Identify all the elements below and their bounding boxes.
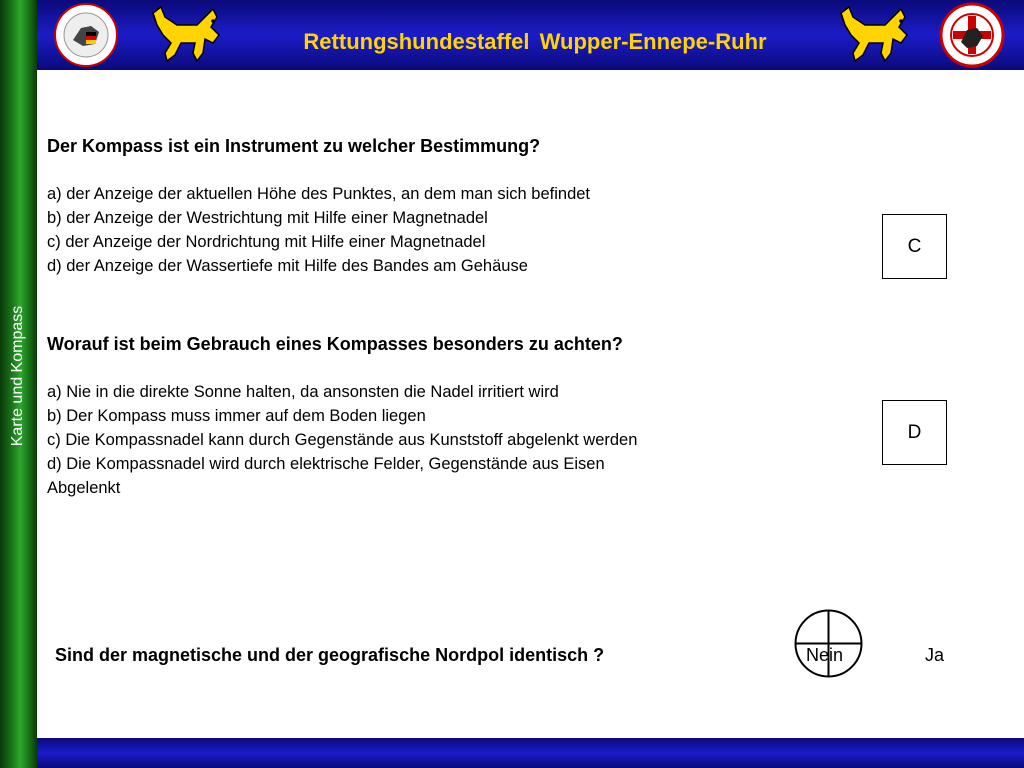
question-2-answer-box: D xyxy=(882,400,947,465)
question-1-option: c) der Anzeige der Nordrichtung mit Hilfe einer Magnetnadel xyxy=(47,233,486,251)
question-1-option: d) der Anzeige der Wassertiefe mit Hilfe des Bandes am Gehäuse xyxy=(47,257,528,275)
question-2-option: c) Die Kompassnadel kann durch Gegenstände aus Kunststoff abgelenkt werden xyxy=(47,431,638,449)
question-2 xyxy=(47,332,777,500)
running-dog-icon xyxy=(835,3,913,65)
question-1 xyxy=(47,134,590,278)
question-2-option: a) Nie in die direkte Sonne halten, da ansonsten die Nadel irritiert wird xyxy=(47,383,559,401)
crosshair-icon xyxy=(794,609,863,678)
running-dog-icon xyxy=(147,3,225,65)
question-2-title: Worauf ist beim Gebrauch eines Kompasses besonders zu achten? xyxy=(47,334,623,354)
question-2-option: d) Die Kompassnadel wird durch elektrische Felder, Gegenstände aus Eisen xyxy=(47,455,605,473)
header-title: Rettungshundestaffel Wupper-Ennepe-Ruhr xyxy=(303,29,767,54)
question-1-option: b) der Anzeige der Westrichtung mit Hilfe einer Magnetnadel xyxy=(47,209,488,227)
option-ja[interactable]: Ja xyxy=(925,645,945,665)
question-3-title: Sind der magnetische und der geografische Nordpol identisch ? xyxy=(55,645,605,665)
question-1-answer-box: C xyxy=(882,214,947,279)
sidebar xyxy=(0,0,37,768)
question-1-option: a) der Anzeige der aktuellen Höhe des Punktes, an dem man sich befindet xyxy=(47,185,591,203)
deutscher-rettungshundeverein-badge-icon xyxy=(939,2,1005,68)
question-2-option: b) Der Kompass muss immer auf dem Boden liegen xyxy=(47,407,426,425)
rettungshundestaffel-badge-icon xyxy=(53,2,119,68)
header xyxy=(37,0,1024,70)
footer-band xyxy=(37,738,1024,768)
sidebar-label: Karte und Kompass xyxy=(9,305,26,447)
question-2-option: Abgelenkt xyxy=(47,479,121,497)
question-1-title: Der Kompass ist ein Instrument zu welcher Bestimmung? xyxy=(47,136,541,156)
option-nein[interactable]: Nein xyxy=(806,645,844,665)
